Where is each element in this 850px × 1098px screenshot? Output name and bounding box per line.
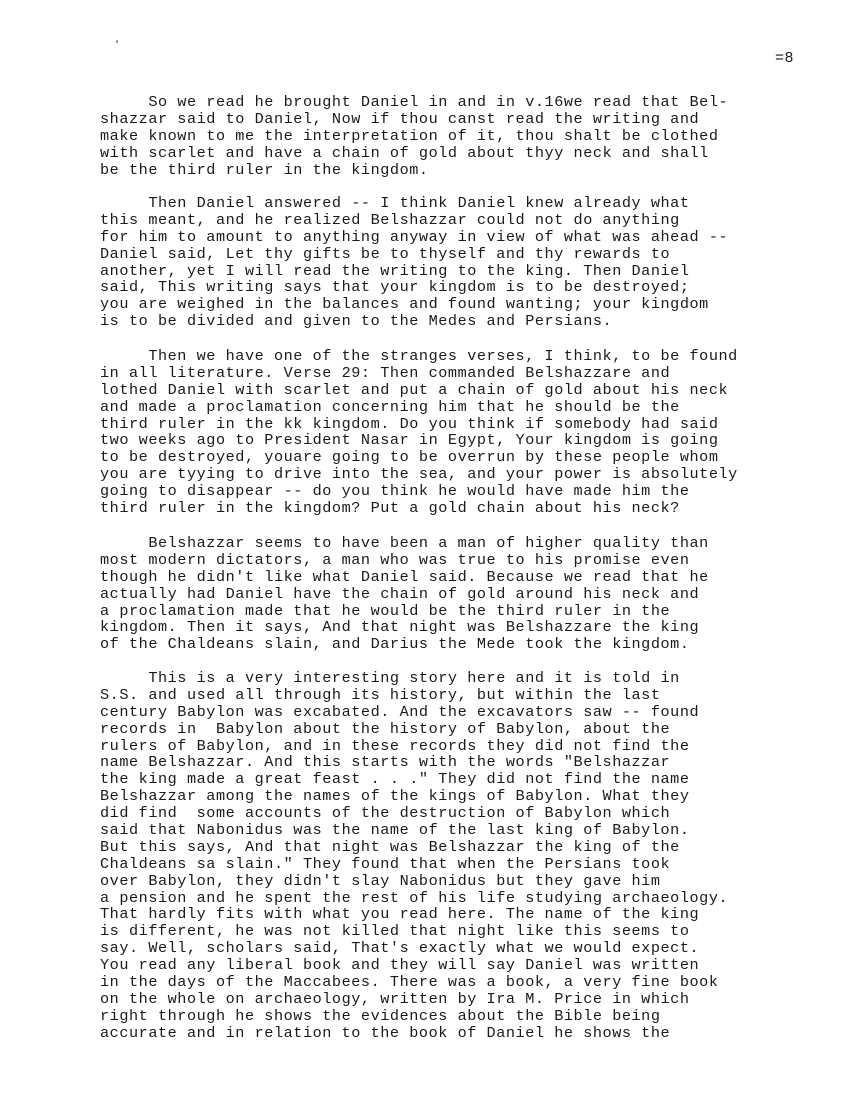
text-line: a pension and he spent the rest of his life studying archaeology.	[100, 888, 729, 907]
text-line: you are tyying to drive into the sea, and your power is absolutely	[100, 465, 738, 484]
paragraph-1	[100, 94, 790, 178]
paragraph-2	[100, 195, 790, 330]
text-line: third ruler in the kk kingdom. Do you think if somebody had said	[100, 414, 719, 433]
text-line: Chaldeans sa slain." They found that when the Persians took	[100, 854, 671, 873]
text-line: most modern dictators, a man who was true to his promise even	[100, 550, 690, 569]
text-line: right through he shows the evidences about the Bible being	[100, 1006, 661, 1025]
text-line: Then we have one of the stranges verses, I think, to be found	[100, 347, 738, 365]
text-line: lothed Daniel with scarlet and put a chain of gold about his neck	[100, 380, 729, 399]
text-line: though he didn't like what Daniel said. Because we read that he	[100, 567, 709, 586]
text-line: a proclamation made that he would be the third ruler in the	[100, 601, 671, 620]
text-line: Belshazzar among the names of the kings of Babylon. What they	[100, 787, 690, 806]
text-line: Then Daniel answered -- I think Daniel knew already what	[100, 194, 690, 212]
text-line: said that Nabonidus was the name of the last king of Babylon.	[100, 821, 690, 840]
text-line: this meant, and he realized Belshazzar could not do anything	[100, 210, 680, 229]
text-line: century Babylon was excabated. And the excavators saw -- found	[100, 702, 700, 721]
text-line: This is a very interesting story here and it is told in	[100, 669, 680, 687]
paragraph-4	[100, 535, 790, 653]
text-line: said, This writing says that your kingdom is to be destroyed;	[100, 278, 690, 297]
text-line: of the Chaldeans slain, and Darius the Mede took the kingdom.	[100, 635, 690, 654]
paragraph-3	[100, 348, 790, 517]
text-line: kingdom. Then it says, And that night was Belshazzare the king	[100, 618, 700, 637]
text-line: be the third ruler in the kingdom.	[100, 160, 429, 179]
text-line: over Babylon, they didn't slay Nabonidus but they gave him	[100, 871, 661, 890]
text-line: you are weighed in the balances and found wanting; your kingdom	[100, 295, 709, 314]
text-line: shazzar said to Daniel, Now if thou canst read the writing and	[100, 109, 700, 128]
text-line: You read any liberal book and they will say Daniel was written	[100, 956, 700, 975]
text-line: on the whole on archaeology, written by Ira M. Price in which	[100, 989, 690, 1008]
text-line: actually had Daniel have the chain of gold around his neck and	[100, 584, 700, 603]
text-line: in the days of the Maccabees. There was a book, a very fine book	[100, 973, 719, 992]
text-line: is different, he was not killed that night like this seems to	[100, 922, 690, 941]
text-line: the king made a great feast . . ." They did not find the name	[100, 770, 690, 789]
text-line: But this says, And that night was Belshazzar the king of the	[100, 837, 680, 856]
text-line: S.S. and used all through its history, but within the last	[100, 685, 661, 704]
text-line: is to be divided and given to the Medes and Persians.	[100, 312, 613, 331]
text-line: make known to me the interpretation of it, thou shalt be clothed	[100, 126, 719, 145]
text-line: records in Babylon about the history of Babylon, about the	[100, 719, 671, 738]
text-line: going to disappear -- do you think he would have made him the	[100, 482, 690, 501]
text-line: and made a proclamation concerning him that he should be the	[100, 397, 680, 416]
text-line: with scarlet and have a chain of gold about thyy neck and shall	[100, 143, 709, 162]
text-line: Daniel said, Let thy gifts be to thyself and thy rewards to	[100, 244, 671, 263]
text-line: say. Well, scholars said, That's exactly what we would expect.	[100, 939, 700, 958]
text-line: in all literature. Verse 29: Then commanded Belshazzare and	[100, 363, 671, 382]
text-line: name Belshazzar. And this starts with the words "Belshazzar	[100, 753, 671, 772]
text-line: So we read he brought Daniel in and in v.16we read that Bel-	[100, 93, 729, 111]
paragraph-5	[100, 670, 790, 1042]
page-number: =8	[775, 50, 795, 67]
text-line: accurate and in relation to the book of Daniel he shows the	[100, 1023, 671, 1042]
text-line: for him to amount to anything anyway in view of what was ahead --	[100, 227, 729, 246]
text-line: to be destroyed, youare going to be overrun by these people whom	[100, 448, 719, 467]
text-line: another, yet I will read the writing to the king. Then Daniel	[100, 261, 690, 280]
text-line: two weeks ago to President Nasar in Egypt, Your kingdom is going	[100, 431, 719, 450]
text-line: That hardly fits with what you read here. The name of the king	[100, 905, 700, 924]
stray-mark	[116, 40, 118, 43]
text-line: Belshazzar seems to have been a man of higher quality than	[100, 534, 709, 552]
text-line: did find some accounts of the destruction of Babylon which	[100, 804, 671, 823]
text-line: rulers of Babylon, and in these records they did not find the	[100, 736, 690, 755]
text-line: third ruler in the kingdom? Put a gold chain about his neck?	[100, 499, 680, 518]
